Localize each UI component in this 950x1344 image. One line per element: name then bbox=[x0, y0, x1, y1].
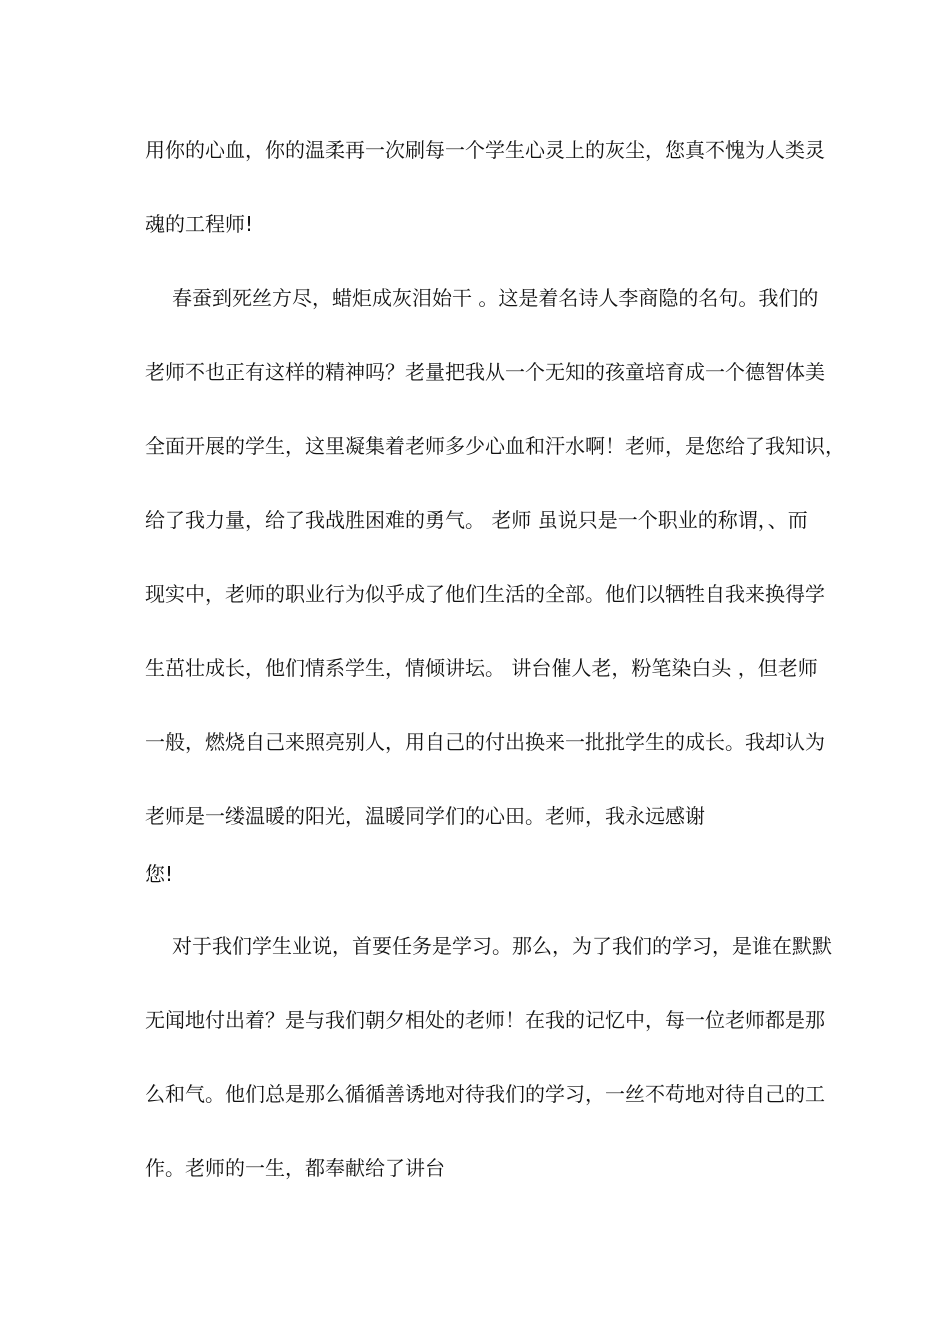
text-line: 么和气。他们总是那么循循善诱地对待我们的学习，一丝不苟地对待自己的工 bbox=[145, 1082, 825, 1106]
text-line: 您! bbox=[145, 862, 174, 886]
text-line: 作。老师的一生，都奉献给了讲台 bbox=[145, 1156, 445, 1180]
text-line: 老师是一缕温暖的阳光，温暖同学们的心田。老师，我永远感谢 bbox=[145, 804, 705, 828]
paragraph-start-line: 春蚕到死丝方尽，蜡炬成灰泪始干 。这是着名诗人李商隐的名句。我们的 bbox=[172, 286, 819, 310]
text-line: 魂的工程师! bbox=[145, 212, 254, 236]
paragraph-start-line: 对于我们学生业说，首要任务是学习。那么，为了我们的学习，是谁在默默 bbox=[172, 934, 832, 958]
text-line: 生茁壮成长，他们情系学生，情倾讲坛。 讲台催人老，粉笔染白头 ，但老师 bbox=[145, 656, 818, 680]
text-line: 老师不也正有这样的精神吗？老量把我从一个无知的孩童培育成一个德智体美 bbox=[145, 360, 825, 384]
text-line: 现实中，老师的职业行为似乎成了他们生活的全部。他们以牺牲自我来换得学 bbox=[145, 582, 825, 606]
text-line: 用你的心血，你的温柔再一次刷每一个学生心灵上的灰尘，您真不愧为人类灵 bbox=[145, 138, 825, 162]
text-line: 给了我力量，给了我战胜困难的勇气。 老师 虽说只是一个职业的称谓，、而 bbox=[145, 508, 808, 532]
text-line: 无闻地付出着？是与我们朝夕相处的老师！在我的记忆中，每一位老师都是那 bbox=[145, 1008, 825, 1032]
text-line: 一般，燃烧自己来照亮别人，用自己的付出换来一批批学生的成长。我却认为 bbox=[145, 730, 825, 754]
text-line: 全面开展的学生，这里凝集着老师多少心血和汗水啊！老师，是您给了我知识， bbox=[145, 434, 845, 458]
